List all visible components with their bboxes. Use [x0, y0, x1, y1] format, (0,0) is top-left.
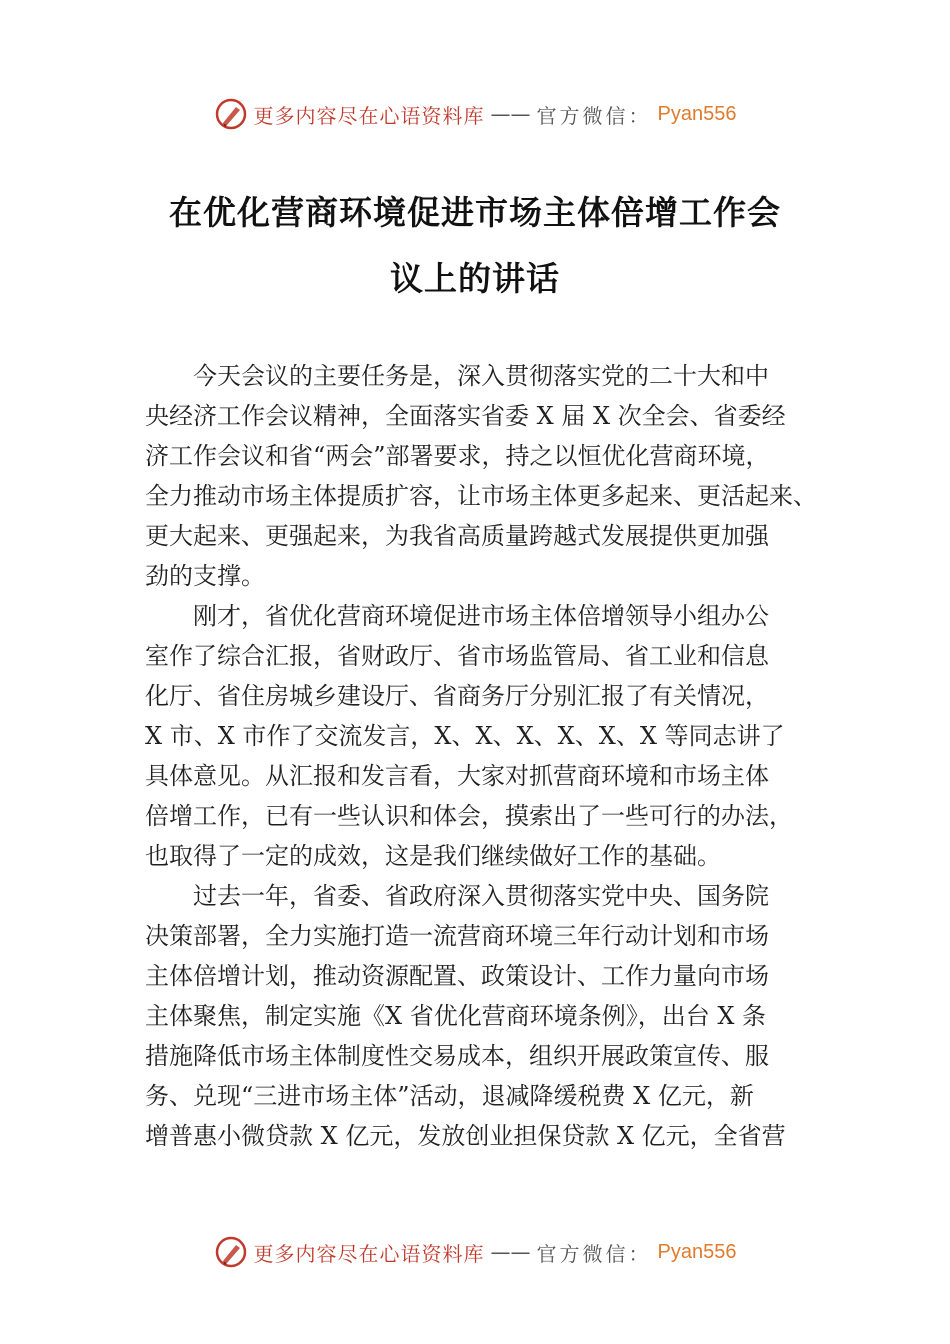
banner-text: 更多内容尽在心语资料库: [253, 1241, 485, 1266]
pen-logo-icon: [214, 97, 248, 131]
text-line: 央经济工作会议精神，全面落实省委 X 届 X 次全会、省委经: [145, 402, 786, 430]
footer-banner: [0, 1230, 950, 1274]
banner-separator: ——: [490, 1240, 531, 1264]
text-line: 增普惠小微贷款 X 亿元，发放创业担保贷款 X 亿元，全省营: [145, 1122, 786, 1150]
header-banner: [0, 92, 950, 136]
document-title: [130, 180, 820, 312]
text-line: 今天会议的主要任务是，深入贯彻落实党的二十大和中: [193, 362, 769, 390]
text-line: 化厅、省住房城乡建设厅、省商务厅分别汇报了有关情况，: [145, 682, 769, 710]
text-line: 决策部署，全力实施打造一流营商环境三年行动计划和市场: [145, 922, 769, 950]
text-line: 过去一年，省委、省政府深入贯彻落实党中央、国务院: [193, 882, 769, 910]
text-line: X 市、X 市作了交流发言，X、X、X、X、X、X 等同志讲了: [145, 722, 785, 750]
wechat-id: Pyan556: [657, 1240, 737, 1263]
text-line: 措施降低市场主体制度性交易成本，组织开展政策宣传、服: [145, 1042, 769, 1070]
text-line: 室作了综合汇报，省财政厅、省市场监管局、省工业和信息: [145, 642, 769, 670]
text-line: 劲的支撑。: [145, 562, 265, 590]
text-line: 具体意见。从汇报和发言看，大家对抓营商环境和市场主体: [145, 762, 769, 790]
text-line: 刚才，省优化营商环境促进市场主体倍增领导小组办公: [193, 602, 769, 630]
text-line: 务、兑现“三进市场主体”活动，退减降缓税费 X 亿元，新: [145, 1082, 754, 1110]
banner-label: 官方微信：: [536, 103, 652, 128]
text-line: 济工作会议和省“两会”部署要求，持之以恒优化营商环境，: [145, 442, 770, 470]
banner-text: 更多内容尽在心语资料库: [253, 103, 485, 128]
text-line: 也取得了一定的成效，这是我们继续做好工作的基础。: [145, 842, 721, 870]
wechat-id: Pyan556: [657, 102, 737, 125]
title-line-1: 在优化营商环境促进市场主体倍增工作会: [169, 193, 781, 232]
text-line: 全力推动市场主体提质扩容，让市场主体更多起来、更活起来、: [145, 482, 817, 510]
paragraph: [145, 876, 825, 1156]
text-line: 倍增工作，已有一些认识和体会，摸索出了一些可行的办法，: [145, 802, 793, 830]
pen-logo-icon: [214, 1235, 248, 1269]
paragraph: [145, 596, 825, 876]
document-body: [145, 356, 825, 1156]
paragraph: [145, 356, 825, 596]
text-line: 主体倍增计划，推动资源配置、政策设计、工作力量向市场: [145, 962, 769, 990]
banner-label: 官方微信：: [536, 1241, 652, 1266]
banner-separator: ——: [490, 102, 531, 126]
title-line-2: 议上的讲话: [390, 259, 560, 298]
text-line: 更大起来、更强起来，为我省高质量跨越式发展提供更加强: [145, 522, 769, 550]
text-line: 主体聚焦，制定实施《X 省优化营商环境条例》，出台 X 条: [145, 1002, 767, 1030]
